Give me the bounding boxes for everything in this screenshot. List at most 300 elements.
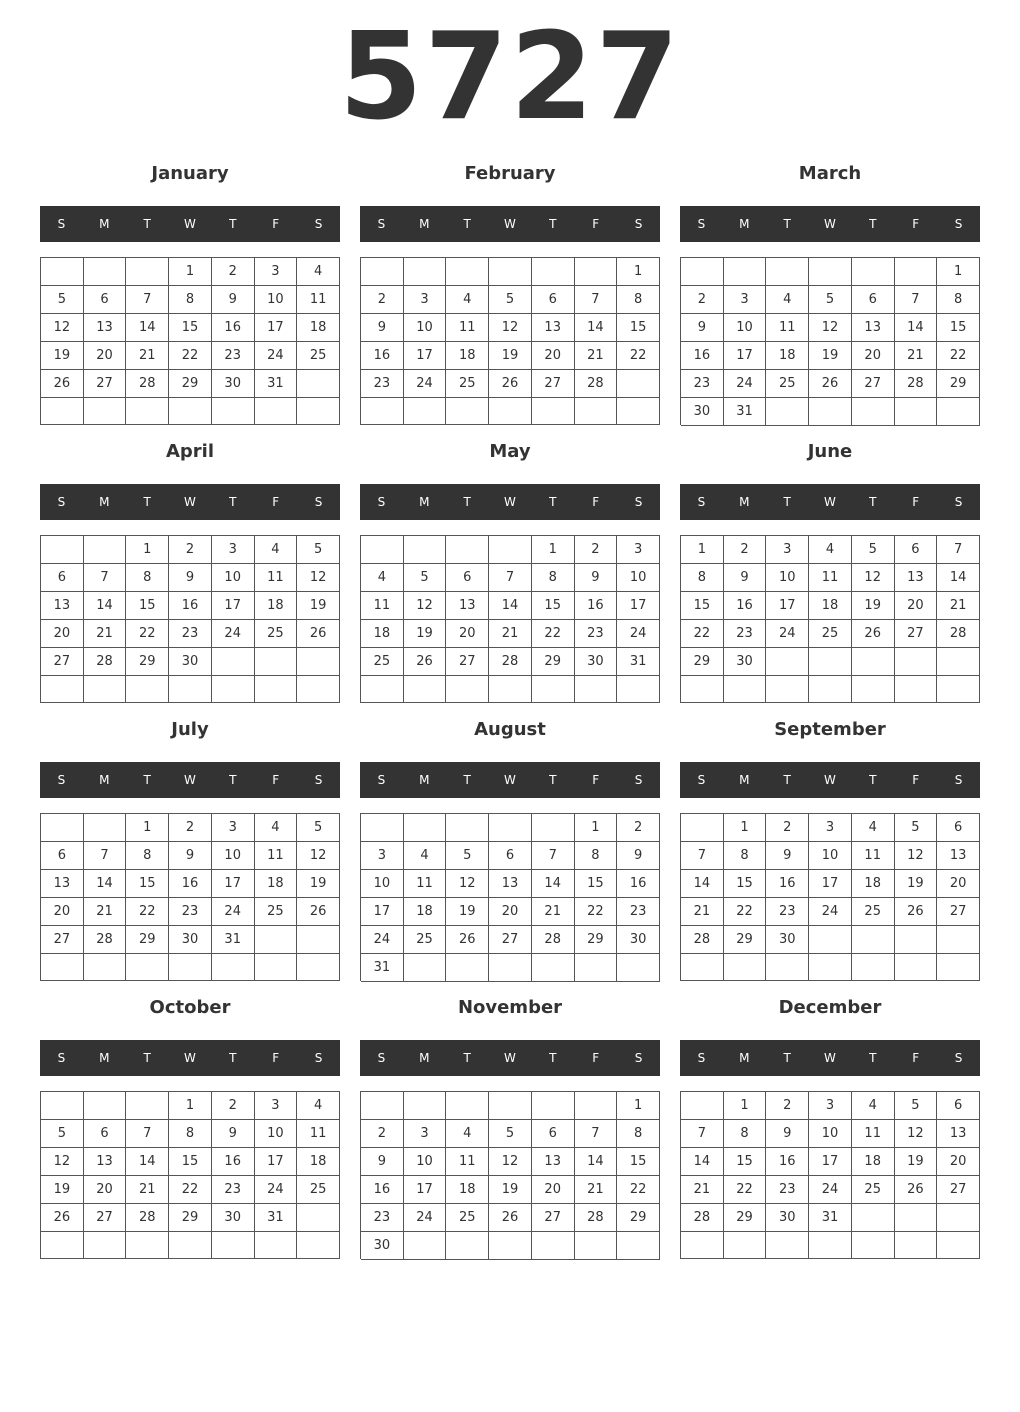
weekday-label: M bbox=[739, 495, 750, 509]
weekday-label: F bbox=[592, 1051, 600, 1065]
weekday-label: T bbox=[783, 495, 791, 509]
weekday-label: M bbox=[419, 773, 430, 787]
day-cell: 22 bbox=[169, 342, 212, 370]
day-cell: 5 bbox=[446, 842, 489, 870]
empty-cell bbox=[41, 954, 84, 981]
day-cell: 18 bbox=[852, 870, 895, 898]
weekday-label: T bbox=[229, 217, 237, 231]
day-cell: 13 bbox=[41, 870, 84, 898]
day-cell: 10 bbox=[617, 564, 660, 592]
day-cell: 9 bbox=[212, 1120, 255, 1148]
empty-cell bbox=[766, 676, 809, 703]
day-cell: 27 bbox=[41, 926, 84, 954]
day-cell: 27 bbox=[937, 1176, 980, 1204]
empty-cell bbox=[126, 1092, 169, 1120]
day-cell: 4 bbox=[852, 814, 895, 842]
day-cell: 11 bbox=[809, 564, 852, 592]
empty-cell bbox=[809, 926, 852, 954]
day-cell: 23 bbox=[617, 898, 660, 926]
day-cell: 24 bbox=[724, 370, 767, 398]
empty-cell bbox=[84, 398, 127, 425]
empty-cell bbox=[297, 926, 340, 954]
empty-cell bbox=[681, 1092, 724, 1120]
day-cell: 25 bbox=[297, 342, 340, 370]
empty-cell bbox=[84, 954, 127, 981]
day-cell: 24 bbox=[404, 1204, 447, 1232]
day-cell: 9 bbox=[575, 564, 618, 592]
day-cell: 24 bbox=[255, 1176, 298, 1204]
day-cell: 25 bbox=[361, 648, 404, 676]
empty-cell bbox=[404, 536, 447, 564]
month-name: March bbox=[798, 163, 862, 184]
day-cell: 12 bbox=[489, 314, 532, 342]
day-cell: 10 bbox=[809, 1120, 852, 1148]
day-cell: 15 bbox=[126, 870, 169, 898]
empty-cell bbox=[724, 1232, 767, 1259]
day-cell: 2 bbox=[766, 1092, 809, 1120]
day-cell: 20 bbox=[937, 870, 980, 898]
day-cell: 1 bbox=[126, 536, 169, 564]
empty-cell bbox=[41, 676, 84, 703]
empty-cell bbox=[937, 398, 980, 426]
empty-cell bbox=[446, 814, 489, 842]
day-cell: 29 bbox=[937, 370, 980, 398]
weekday-label: T bbox=[549, 1051, 557, 1065]
day-cell: 19 bbox=[41, 1176, 84, 1204]
empty-cell bbox=[809, 954, 852, 981]
day-cell: 31 bbox=[724, 398, 767, 426]
day-cell: 6 bbox=[895, 536, 938, 564]
day-cell: 30 bbox=[766, 926, 809, 954]
day-cell: 2 bbox=[169, 536, 212, 564]
day-cell: 21 bbox=[84, 620, 127, 648]
empty-cell bbox=[575, 398, 618, 425]
weekday-label: F bbox=[272, 495, 280, 509]
empty-cell bbox=[297, 676, 340, 703]
empty-cell bbox=[532, 1232, 575, 1260]
day-cell: 9 bbox=[617, 842, 660, 870]
empty-cell bbox=[255, 926, 298, 954]
day-cell: 26 bbox=[809, 370, 852, 398]
day-cell: 15 bbox=[169, 1148, 212, 1176]
day-cell: 27 bbox=[895, 620, 938, 648]
empty-cell bbox=[41, 536, 84, 564]
weekday-label: T bbox=[463, 495, 471, 509]
day-cell: 18 bbox=[766, 342, 809, 370]
day-cell: 21 bbox=[84, 898, 127, 926]
empty-cell bbox=[297, 1232, 340, 1259]
empty-cell bbox=[84, 676, 127, 703]
day-cell: 15 bbox=[617, 1148, 660, 1176]
day-cell: 15 bbox=[724, 1148, 767, 1176]
day-cell: 14 bbox=[681, 870, 724, 898]
empty-cell bbox=[41, 814, 84, 842]
day-cell: 12 bbox=[297, 564, 340, 592]
day-cell: 15 bbox=[724, 870, 767, 898]
weekday-label: M bbox=[99, 495, 110, 509]
empty-cell bbox=[724, 676, 767, 703]
empty-cell bbox=[361, 536, 404, 564]
day-cell: 1 bbox=[169, 258, 212, 286]
day-cell: 21 bbox=[681, 898, 724, 926]
day-cell: 20 bbox=[489, 898, 532, 926]
day-cell: 29 bbox=[724, 1204, 767, 1232]
weekday-label: M bbox=[99, 773, 110, 787]
day-cell: 12 bbox=[809, 314, 852, 342]
weekday-header bbox=[40, 762, 340, 798]
day-cell: 22 bbox=[617, 1176, 660, 1204]
day-cell: 6 bbox=[532, 1120, 575, 1148]
day-cell: 16 bbox=[361, 1176, 404, 1204]
day-cell: 5 bbox=[895, 1092, 938, 1120]
weekday-label: M bbox=[419, 1051, 430, 1065]
day-cell: 26 bbox=[404, 648, 447, 676]
day-cell: 25 bbox=[852, 1176, 895, 1204]
weekday-label: T bbox=[549, 773, 557, 787]
day-cell: 13 bbox=[532, 1148, 575, 1176]
day-cell: 28 bbox=[895, 370, 938, 398]
day-cell: 3 bbox=[617, 536, 660, 564]
day-cell: 16 bbox=[617, 870, 660, 898]
day-cell: 19 bbox=[297, 592, 340, 620]
day-cell: 28 bbox=[681, 926, 724, 954]
empty-cell bbox=[41, 398, 84, 425]
day-cell: 16 bbox=[724, 592, 767, 620]
day-cell: 10 bbox=[404, 314, 447, 342]
day-cell: 21 bbox=[575, 342, 618, 370]
weekday-label: F bbox=[912, 217, 920, 231]
day-cell: 8 bbox=[169, 1120, 212, 1148]
empty-cell bbox=[446, 954, 489, 982]
empty-cell bbox=[895, 926, 938, 954]
day-cell: 19 bbox=[895, 870, 938, 898]
weekday-label: W bbox=[504, 495, 516, 509]
empty-cell bbox=[84, 258, 127, 286]
day-cell: 22 bbox=[532, 620, 575, 648]
day-cell: 25 bbox=[446, 370, 489, 398]
day-grid bbox=[360, 535, 660, 703]
day-cell: 17 bbox=[404, 1176, 447, 1204]
empty-cell bbox=[766, 1232, 809, 1259]
weekday-label: M bbox=[739, 773, 750, 787]
empty-cell bbox=[895, 258, 938, 286]
day-cell: 14 bbox=[681, 1148, 724, 1176]
day-cell: 11 bbox=[446, 314, 489, 342]
day-cell: 6 bbox=[84, 286, 127, 314]
weekday-label: W bbox=[184, 495, 196, 509]
empty-cell bbox=[361, 814, 404, 842]
day-cell: 26 bbox=[489, 370, 532, 398]
weekday-label: S bbox=[634, 217, 643, 231]
day-cell: 5 bbox=[489, 286, 532, 314]
day-cell: 4 bbox=[446, 1120, 489, 1148]
day-cell: 28 bbox=[126, 1204, 169, 1232]
day-cell: 15 bbox=[681, 592, 724, 620]
day-cell: 26 bbox=[41, 1204, 84, 1232]
day-cell: 25 bbox=[255, 898, 298, 926]
day-cell: 24 bbox=[361, 926, 404, 954]
day-cell: 22 bbox=[617, 342, 660, 370]
empty-cell bbox=[937, 648, 980, 676]
day-cell: 26 bbox=[489, 1204, 532, 1232]
empty-cell bbox=[937, 1232, 980, 1259]
weekday-label: S bbox=[377, 773, 386, 787]
day-cell: 19 bbox=[809, 342, 852, 370]
day-cell: 23 bbox=[575, 620, 618, 648]
day-cell: 30 bbox=[681, 398, 724, 426]
empty-cell bbox=[84, 1232, 127, 1259]
day-cell: 8 bbox=[617, 286, 660, 314]
weekday-label: S bbox=[314, 217, 323, 231]
weekday-label: S bbox=[697, 217, 706, 231]
empty-cell bbox=[404, 1232, 447, 1260]
day-cell: 19 bbox=[446, 898, 489, 926]
day-cell: 22 bbox=[126, 898, 169, 926]
day-cell: 26 bbox=[297, 898, 340, 926]
empty-cell bbox=[126, 398, 169, 425]
empty-cell bbox=[212, 1232, 255, 1259]
day-cell: 25 bbox=[809, 620, 852, 648]
weekday-label: T bbox=[783, 1051, 791, 1065]
day-cell: 10 bbox=[212, 842, 255, 870]
weekday-label: W bbox=[504, 1051, 516, 1065]
day-cell: 1 bbox=[681, 536, 724, 564]
empty-cell bbox=[212, 954, 255, 981]
day-cell: 18 bbox=[297, 1148, 340, 1176]
empty-cell bbox=[575, 954, 618, 982]
empty-cell bbox=[212, 648, 255, 676]
empty-cell bbox=[617, 370, 660, 398]
day-cell: 15 bbox=[126, 592, 169, 620]
day-cell: 28 bbox=[84, 648, 127, 676]
day-cell: 24 bbox=[809, 898, 852, 926]
empty-cell bbox=[404, 258, 447, 286]
weekday-label: F bbox=[592, 495, 600, 509]
day-cell: 8 bbox=[681, 564, 724, 592]
weekday-label: W bbox=[824, 217, 836, 231]
empty-cell bbox=[617, 954, 660, 982]
empty-cell bbox=[41, 1092, 84, 1120]
empty-cell bbox=[895, 648, 938, 676]
day-cell: 1 bbox=[126, 814, 169, 842]
empty-cell bbox=[681, 258, 724, 286]
day-cell: 3 bbox=[404, 286, 447, 314]
empty-cell bbox=[724, 258, 767, 286]
day-cell: 23 bbox=[361, 1204, 404, 1232]
day-cell: 6 bbox=[84, 1120, 127, 1148]
empty-cell bbox=[575, 1092, 618, 1120]
day-cell: 3 bbox=[255, 1092, 298, 1120]
empty-cell bbox=[852, 648, 895, 676]
month-name: October bbox=[149, 997, 231, 1018]
day-cell: 4 bbox=[852, 1092, 895, 1120]
day-cell: 13 bbox=[41, 592, 84, 620]
day-cell: 27 bbox=[84, 1204, 127, 1232]
empty-cell bbox=[255, 398, 298, 425]
empty-cell bbox=[297, 954, 340, 981]
day-cell: 23 bbox=[681, 370, 724, 398]
day-cell: 3 bbox=[361, 842, 404, 870]
day-cell: 9 bbox=[169, 842, 212, 870]
day-cell: 2 bbox=[212, 1092, 255, 1120]
weekday-label: T bbox=[229, 495, 237, 509]
weekday-label: T bbox=[143, 773, 151, 787]
day-cell: 6 bbox=[852, 286, 895, 314]
empty-cell bbox=[489, 814, 532, 842]
day-cell: 7 bbox=[575, 1120, 618, 1148]
empty-cell bbox=[212, 398, 255, 425]
day-cell: 4 bbox=[255, 814, 298, 842]
day-cell: 11 bbox=[297, 286, 340, 314]
day-cell: 14 bbox=[84, 592, 127, 620]
day-cell: 29 bbox=[126, 648, 169, 676]
day-cell: 9 bbox=[212, 286, 255, 314]
year-title: 5727 bbox=[339, 8, 681, 147]
day-cell: 14 bbox=[126, 1148, 169, 1176]
day-cell: 19 bbox=[404, 620, 447, 648]
empty-cell bbox=[895, 954, 938, 981]
day-cell: 17 bbox=[212, 592, 255, 620]
day-cell: 17 bbox=[766, 592, 809, 620]
day-cell: 19 bbox=[852, 592, 895, 620]
weekday-label: W bbox=[184, 217, 196, 231]
day-cell: 4 bbox=[446, 286, 489, 314]
day-cell: 24 bbox=[212, 898, 255, 926]
empty-cell bbox=[169, 954, 212, 981]
weekday-header bbox=[40, 1040, 340, 1076]
day-cell: 14 bbox=[575, 314, 618, 342]
day-cell: 26 bbox=[852, 620, 895, 648]
day-cell: 22 bbox=[681, 620, 724, 648]
day-cell: 3 bbox=[255, 258, 298, 286]
day-cell: 5 bbox=[489, 1120, 532, 1148]
empty-cell bbox=[895, 1204, 938, 1232]
day-cell: 2 bbox=[617, 814, 660, 842]
weekday-header bbox=[680, 1040, 980, 1076]
empty-cell bbox=[681, 676, 724, 703]
weekday-label: M bbox=[99, 1051, 110, 1065]
day-cell: 26 bbox=[297, 620, 340, 648]
day-cell: 9 bbox=[766, 842, 809, 870]
empty-cell bbox=[169, 676, 212, 703]
empty-cell bbox=[41, 1232, 84, 1259]
day-cell: 1 bbox=[724, 814, 767, 842]
day-cell: 3 bbox=[809, 1092, 852, 1120]
day-cell: 7 bbox=[895, 286, 938, 314]
day-cell: 7 bbox=[84, 564, 127, 592]
day-cell: 30 bbox=[766, 1204, 809, 1232]
weekday-label: W bbox=[184, 773, 196, 787]
day-cell: 25 bbox=[255, 620, 298, 648]
weekday-label: W bbox=[824, 1051, 836, 1065]
day-cell: 30 bbox=[617, 926, 660, 954]
day-cell: 11 bbox=[446, 1148, 489, 1176]
day-cell: 18 bbox=[404, 898, 447, 926]
day-cell: 28 bbox=[126, 370, 169, 398]
day-cell: 21 bbox=[937, 592, 980, 620]
day-cell: 9 bbox=[361, 314, 404, 342]
day-cell: 13 bbox=[532, 314, 575, 342]
empty-cell bbox=[489, 676, 532, 703]
day-cell: 6 bbox=[41, 842, 84, 870]
day-cell: 13 bbox=[937, 1120, 980, 1148]
day-cell: 17 bbox=[724, 342, 767, 370]
day-cell: 10 bbox=[361, 870, 404, 898]
day-cell: 29 bbox=[169, 370, 212, 398]
day-cell: 20 bbox=[852, 342, 895, 370]
day-cell: 30 bbox=[361, 1232, 404, 1260]
day-cell: 11 bbox=[852, 842, 895, 870]
empty-cell bbox=[766, 954, 809, 981]
day-cell: 23 bbox=[766, 898, 809, 926]
day-cell: 5 bbox=[895, 814, 938, 842]
day-cell: 25 bbox=[297, 1176, 340, 1204]
day-cell: 7 bbox=[575, 286, 618, 314]
day-cell: 22 bbox=[724, 898, 767, 926]
weekday-label: T bbox=[229, 773, 237, 787]
day-cell: 2 bbox=[724, 536, 767, 564]
empty-cell bbox=[532, 1092, 575, 1120]
empty-cell bbox=[852, 258, 895, 286]
weekday-label: F bbox=[592, 217, 600, 231]
day-grid bbox=[40, 813, 340, 981]
empty-cell bbox=[84, 536, 127, 564]
day-cell: 22 bbox=[724, 1176, 767, 1204]
weekday-label: F bbox=[272, 1051, 280, 1065]
day-cell: 18 bbox=[852, 1148, 895, 1176]
day-cell: 9 bbox=[766, 1120, 809, 1148]
day-cell: 25 bbox=[766, 370, 809, 398]
day-cell: 18 bbox=[446, 1176, 489, 1204]
weekday-label: T bbox=[869, 773, 877, 787]
day-grid bbox=[680, 1091, 980, 1259]
day-cell: 16 bbox=[169, 592, 212, 620]
day-cell: 27 bbox=[41, 648, 84, 676]
day-cell: 4 bbox=[766, 286, 809, 314]
weekday-label: W bbox=[824, 495, 836, 509]
empty-cell bbox=[255, 954, 298, 981]
day-cell: 20 bbox=[937, 1148, 980, 1176]
day-cell: 26 bbox=[895, 1176, 938, 1204]
day-cell: 7 bbox=[126, 1120, 169, 1148]
weekday-label: S bbox=[634, 773, 643, 787]
day-cell: 11 bbox=[852, 1120, 895, 1148]
empty-cell bbox=[489, 954, 532, 982]
weekday-label: T bbox=[143, 495, 151, 509]
day-cell: 27 bbox=[532, 1204, 575, 1232]
day-cell: 20 bbox=[532, 342, 575, 370]
weekday-label: S bbox=[57, 217, 66, 231]
weekday-header bbox=[360, 206, 660, 242]
day-grid bbox=[360, 813, 660, 981]
weekday-label: M bbox=[419, 217, 430, 231]
empty-cell bbox=[84, 814, 127, 842]
day-cell: 2 bbox=[681, 286, 724, 314]
day-cell: 21 bbox=[126, 1176, 169, 1204]
day-cell: 27 bbox=[937, 898, 980, 926]
weekday-label: S bbox=[954, 773, 963, 787]
day-cell: 20 bbox=[895, 592, 938, 620]
day-cell: 27 bbox=[532, 370, 575, 398]
empty-cell bbox=[446, 676, 489, 703]
day-cell: 17 bbox=[809, 1148, 852, 1176]
day-cell: 27 bbox=[489, 926, 532, 954]
day-cell: 23 bbox=[361, 370, 404, 398]
weekday-label: F bbox=[592, 773, 600, 787]
day-cell: 7 bbox=[84, 842, 127, 870]
day-cell: 16 bbox=[681, 342, 724, 370]
empty-cell bbox=[852, 398, 895, 426]
